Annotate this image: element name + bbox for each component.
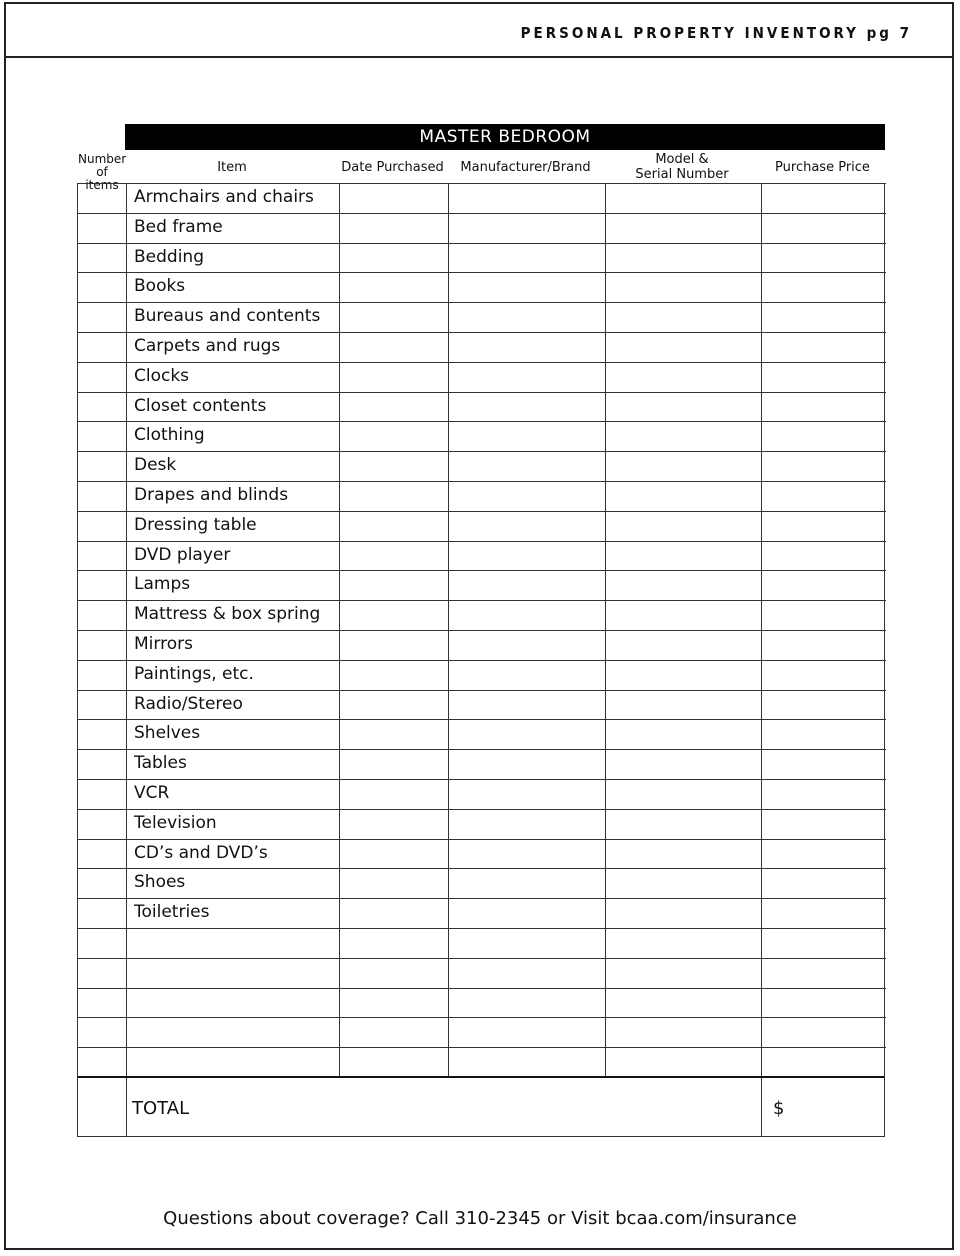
table-row	[78, 332, 886, 362]
table-row	[78, 868, 886, 898]
table-row	[78, 749, 886, 779]
item-label: Lamps	[134, 574, 191, 595]
item-label: Mirrors	[134, 634, 193, 654]
table-row	[78, 243, 886, 273]
column-header-count-line2: of items	[85, 165, 119, 192]
item-label: Shoes	[134, 872, 186, 893]
table-row	[78, 541, 886, 571]
table-row	[78, 1017, 886, 1047]
item-label: Radio/Stereo	[134, 693, 243, 714]
item-label: CD’s and DVD’s	[134, 842, 268, 863]
total-currency: $	[773, 1098, 785, 1119]
column-header-manufacturer: Manufacturer/Brand	[460, 160, 591, 175]
footer-contact: Questions about coverage? Call 310-2345 or Visit bcaa.com/insurance	[163, 1208, 797, 1229]
table-row	[78, 272, 886, 302]
item-label: Bureaus and contents	[134, 306, 321, 327]
column-divider	[761, 1078, 762, 1136]
item-label: Television	[134, 812, 217, 833]
item-label: DVD player	[134, 544, 231, 565]
table-row	[78, 958, 886, 988]
table-row	[78, 302, 886, 332]
table-row	[78, 988, 886, 1018]
table-row	[78, 362, 886, 392]
column-header-count-line1: Number	[78, 152, 127, 166]
column-header-model	[604, 152, 760, 182]
table-row	[78, 511, 886, 541]
item-label: Desk	[134, 455, 177, 476]
table-row	[78, 481, 886, 511]
column-header-model-line2: Serial Number	[635, 167, 729, 182]
table-row	[78, 421, 886, 451]
table-row	[78, 690, 886, 720]
table-row	[78, 213, 886, 243]
table-row	[78, 898, 886, 928]
item-label: Armchairs and chairs	[134, 187, 314, 207]
item-label: Tables	[134, 753, 187, 774]
table-row	[78, 183, 886, 213]
table-row	[78, 809, 886, 839]
table-row	[78, 719, 886, 749]
table-row	[78, 839, 886, 869]
column-header-date: Date Purchased	[341, 160, 444, 175]
column-header-model-line1: Model &	[655, 152, 709, 167]
item-label: Dressing table	[134, 514, 257, 535]
total-row	[77, 1076, 885, 1137]
inventory-table	[77, 183, 885, 1077]
table-row	[78, 451, 886, 481]
item-label: Books	[134, 276, 186, 297]
page-title: PERSONAL PROPERTY INVENTORY pg 7	[520, 24, 912, 42]
table-row	[78, 392, 886, 422]
item-label: Bed frame	[134, 216, 223, 237]
table-row	[78, 570, 886, 600]
total-label: TOTAL	[132, 1098, 190, 1119]
table-row	[78, 600, 886, 630]
item-label: Drapes and blinds	[134, 485, 289, 505]
column-header-price: Purchase Price	[775, 160, 870, 175]
item-label: Clothing	[134, 425, 205, 446]
item-label: VCR	[134, 783, 170, 803]
table-row	[78, 779, 886, 809]
item-label: Closet contents	[134, 395, 267, 416]
item-label: Shelves	[134, 723, 201, 744]
item-label: Bedding	[134, 246, 204, 267]
item-label: Toiletries	[134, 902, 210, 923]
column-divider	[126, 1078, 127, 1136]
table-row	[78, 660, 886, 690]
table-row	[78, 630, 886, 660]
table-row	[78, 928, 886, 958]
item-label: Paintings, etc.	[134, 663, 254, 684]
item-label: Carpets and rugs	[134, 336, 281, 356]
item-label: Mattress & box spring	[134, 604, 321, 625]
column-header-item: Item	[217, 160, 247, 175]
item-label: Clocks	[134, 365, 190, 386]
table-row	[78, 1047, 886, 1077]
section-title: MASTER BEDROOM	[125, 124, 885, 150]
